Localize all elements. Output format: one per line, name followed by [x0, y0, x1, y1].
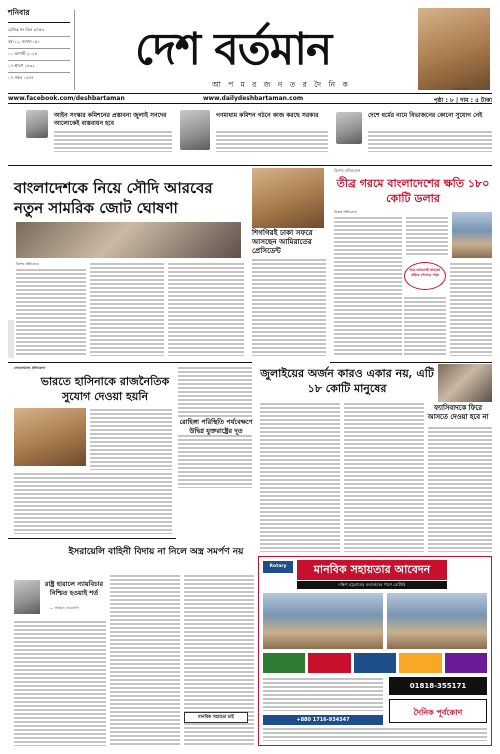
sponsor-logo [263, 653, 305, 673]
heat-body-col4 [404, 296, 446, 356]
ad-phone-1: +880 1716-934347 [263, 715, 383, 725]
heat-body-col1 [334, 216, 402, 356]
state-body [14, 620, 106, 746]
photo-story-headline: শিগগিরই ঢাকা সফরে আসছেন আমিরাতের প্রেসিডেন্ট [252, 228, 313, 255]
heat-photo [452, 212, 492, 258]
summit-group-photo [16, 222, 241, 258]
india-body-col1 [90, 408, 172, 470]
date-line: বর্ষ-১১, সংখ্যা-১৫০ [8, 39, 70, 49]
ad-phone-2: 01818-355171 [389, 677, 487, 695]
speaker-photo [336, 112, 362, 144]
top-story-3-body [368, 130, 492, 152]
date-line: রেজিঃ নং ডিএ ৬৭৫৩ [8, 27, 70, 37]
flood-photo [387, 593, 487, 649]
lead-body-col2 [90, 262, 164, 356]
sheikh-photo [252, 168, 324, 228]
date-panel [8, 8, 70, 88]
masthead-tagline: আ প ম র জ ন ত র দৈ নি ক [212, 80, 351, 89]
columnist-photo [14, 580, 40, 614]
state-byline: — আহমদ ফেরদৌস [50, 606, 79, 610]
top-story-2-body [216, 130, 328, 152]
top-story-1-body [54, 130, 172, 152]
july-headline: জুলাইয়ের অর্জন কারও একার নয়, এটি ১৮ কোটি মানুষের [260, 367, 434, 395]
fascism-headline: ফ্যাসিবাদকে ফিরে আসতে দেওয়া হবে না [427, 404, 489, 421]
sponsor-logo [445, 653, 487, 673]
sponsor-logo [354, 653, 396, 673]
photo-story-body [252, 258, 326, 356]
masthead-promo: বেকেন্ড-পৃষ্ঠা ৬ [452, 87, 471, 91]
portrait-photo [26, 110, 48, 138]
officer-photo [180, 110, 210, 150]
rotary-logo: Rotary [263, 561, 293, 573]
heat-body-col3 [450, 262, 492, 356]
ad-footer [263, 727, 487, 741]
ad-title: মানবিক সহায়তার আবেদন [297, 560, 447, 580]
masthead-title: দেশ বর্তমান [135, 24, 332, 75]
url-bar [8, 93, 492, 104]
date-line: ০৭ সফর ১৪৪৭ [8, 75, 34, 80]
special-report-tag: বিশেষ প্রতিবেদন [334, 168, 361, 173]
lead-body-col3 [168, 262, 244, 356]
sponsor-logo [308, 653, 350, 673]
heat-headline: তীব্র গরমে বাংলাদেশের ক্ষতি ১৮০ কোটি ডলার [336, 177, 490, 205]
israel-headline: ইসরায়েলি বাহিনী বিদায় না নিলে অস্ত্র সমর্পণ নয় [68, 547, 244, 557]
side-strip [8, 320, 14, 358]
date-line: ১৭ শ্রাবণ ১৪৩২ [8, 63, 70, 73]
divider [8, 538, 176, 539]
july-body-col1 [260, 402, 340, 552]
sponsor-logo [399, 653, 441, 673]
india-body-col2 [14, 472, 172, 534]
lead-body-col1 [16, 268, 86, 356]
india-kicker: লোকসমাজ প্রতিবেদন [14, 366, 46, 370]
quote-text: ঘরে তাকলেই ঘামছে! বাইরে গেলেও গরম [409, 268, 441, 277]
edition-info: পৃষ্ঠা : ৮ | দাম : ৫ টাকা [433, 97, 492, 104]
top-story-2-headline: গণমাধ্যম কমিশন গঠনে কাজ করছে সরকার [216, 112, 319, 119]
heat-byline: নিজস্ব প্রতিবেদক [334, 210, 357, 214]
website-link[interactable]: www.dailydeshbartaman.com [203, 95, 304, 102]
hasina-photo [14, 408, 86, 466]
purbokone-brand: দৈনিক পূর্বকোণ [389, 699, 487, 723]
divider [8, 362, 252, 363]
divider [330, 362, 492, 363]
rohingya-headline: রোহিঙ্গা পরিস্থিতি পর্যবেক্ষণে উদ্বিগ্ন যুক্তরাষ্ট্রের দূত [176, 418, 256, 435]
india-headline: ভারতে হাসিনাকে রাজনৈতিক সুযোগ দেওয়া হয়নি [40, 375, 170, 403]
fascism-body [428, 426, 492, 552]
date-line: ০১ আগস্ট ২০২৫ [8, 51, 70, 61]
lead-byline: বিশেষ প্রতিবেদক [16, 262, 39, 266]
flood-photo [263, 593, 383, 649]
rotary-ad [258, 556, 492, 746]
quote-bubble [404, 262, 446, 290]
humanitarian-tag: মানবিক সহায়তা চাই [184, 712, 248, 723]
state-headline: রাষ্ট্র হারালে ন্যায়বিচার নিশ্চিত হওয়াই শর্ত [44, 580, 104, 597]
july-body-col2 [344, 402, 424, 552]
ad-details [263, 677, 383, 711]
weekday: শনিবার [8, 8, 70, 23]
lead-headline: বাংলাদেশকে নিয়ে সৌদি আরবের নতুন সামরিক জোট ঘোষণা [14, 179, 213, 217]
top-story-3-headline: দেশে ধর্মের নামে বিভাজনের কোনো সুযোগ নেই [368, 112, 483, 119]
masthead-model-photo [418, 8, 490, 90]
facebook-link[interactable]: www.facebook.com/deshbartaman [8, 95, 125, 102]
top-story-1-headline: আইন সংস্কার কমিশনের প্রস্তাবনা জুলাই সনদের আলোকেই বাস্তবায়ন হবে [54, 112, 167, 127]
divider [8, 165, 492, 166]
masthead-divider [74, 10, 80, 90]
fascism-photo [438, 364, 492, 402]
ad-subtitle: দক্ষিণ চট্টগ্রামের বন্যার্তদের পাশে রোটারি [297, 581, 447, 589]
heat-body-col2 [406, 216, 448, 256]
ad-logo-row [263, 653, 487, 673]
israel-body-col1 [110, 574, 180, 746]
